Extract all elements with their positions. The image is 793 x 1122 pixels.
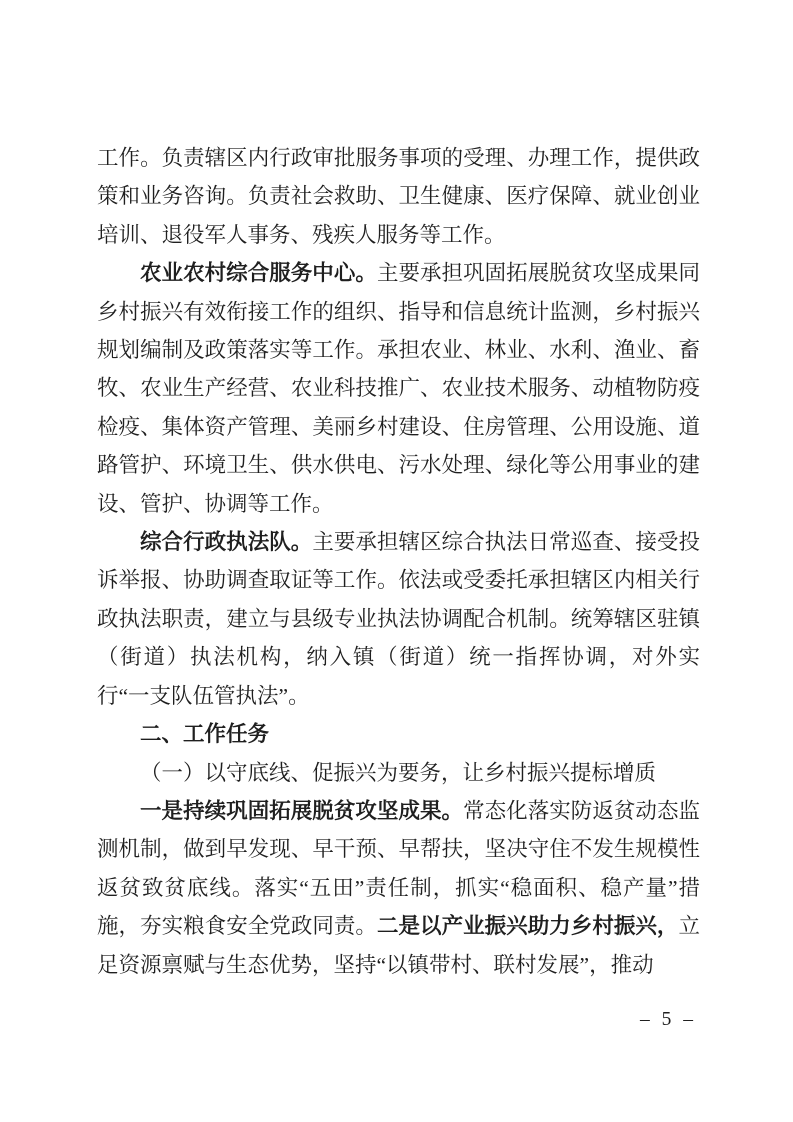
subsection-heading-bottom-line-revitalization: （一）以守底线、促振兴为要务，让乡村振兴提标增质	[140, 760, 657, 785]
page-number: – 5 –	[640, 1009, 693, 1030]
paragraph-body-poverty-monitoring: 常态化落实防返贫动态监测机制，做到早发现、早干预、早帮扶，坚决守住不发生规模性返贫致贫底线。落实“五田”责任制，抓实“稳面积、稳产量”措施，夯实粮食安全党政同责。	[97, 798, 700, 939]
paragraph-body-agriculture-service-center: 主要承担巩固拓展脱贫攻坚成果同乡村振兴有效衔接工作的组织、指导和信息统计监测，乡村振兴规划编制及政策落实等工作。承担农业、林业、水利、渔业、畜牧、农业生产经营、农业科技推广、农业技术服务、动植物防疫检疫、集体资产管理、美丽乡村建设、住房管理、公用设施、道路管护、环境卫生、供水供电、污水处理、绿化等公用事业的建设、管护、协调等工作。	[97, 261, 700, 516]
paragraph-continuation	[97, 139, 700, 254]
paragraph-lead-law-enforcement-team: 综合行政执法队。	[140, 530, 313, 555]
paragraph-work-tasks-detail	[97, 792, 700, 984]
paragraph-lead-industry-revitalization: 二是以产业振兴助力乡村振兴，	[376, 914, 679, 939]
paragraph-body-law-enforcement-team: 主要承担辖区综合执法日常巡查、接受投诉举报、协助调查取证等工作。依法或受委托承担辖区内相关行政执法职责，建立与县级专业执法协调配合机制。统筹辖区驻镇（街道）执法机构，纳入镇（街道）统一指挥协调，对外实行“一支队伍管执法”。	[97, 530, 700, 708]
paragraph-agriculture-service-center	[97, 254, 700, 523]
paragraph-law-enforcement-team	[97, 523, 700, 715]
section-heading-work-tasks: 二、工作任务	[140, 722, 270, 747]
paragraph-lead-consolidate-poverty-results: 一是持续巩固拓展脱贫攻坚成果。	[140, 798, 464, 823]
paragraph-continuation-text: 工作。负责辖区内行政审批服务事项的受理、办理工作，提供政策和业务咨询。负责社会救助、卫生健康、医疗保障、就业创业培训、退役军人事务、残疾人服务等工作。	[97, 146, 700, 247]
document-body	[97, 139, 700, 984]
paragraph-body-industry-revitalization: 立足资源禀赋与生态优势，坚持“以镇带村、联村发展”，推动	[97, 914, 700, 977]
paragraph-lead-agriculture-service-center: 农业农村综合服务中心。	[140, 261, 377, 286]
